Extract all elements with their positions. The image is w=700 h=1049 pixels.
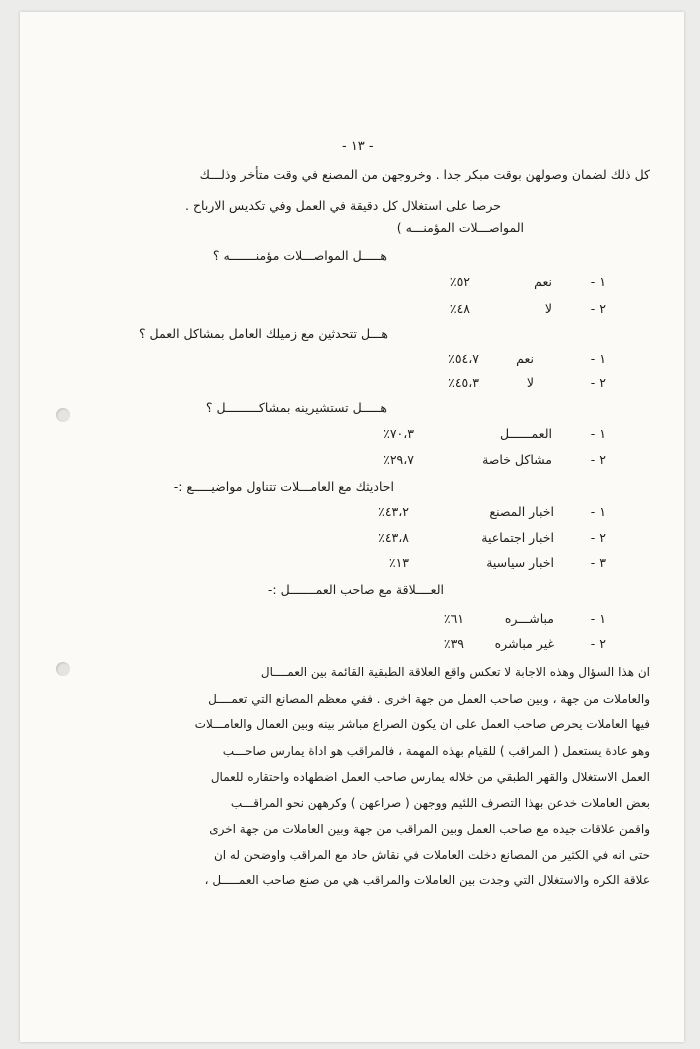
answer-percentage: ٦١٪	[443, 611, 464, 626]
answer-label: غير مباشره	[494, 636, 554, 651]
document-page	[20, 12, 684, 1042]
answer-number: ١ -	[590, 426, 606, 441]
answer-label: العمــــــل	[500, 426, 552, 441]
answer-label: اخبار سياسية	[486, 555, 554, 570]
answer-percentage: ٤٣،٨٪	[378, 530, 409, 545]
answer-label: اخبار المصنع	[489, 504, 554, 519]
paragraph-line: علاقة الكره والاستغلال التي وجدت بين العاملات والمراقب هي من صنع صاحب العمـــــل ،	[204, 873, 650, 887]
paragraph-line: فيها العاملات يحرص صاحب العمل على ان يكون الصراع مباشر بينه وبين العمال والعامـــلات	[194, 717, 650, 731]
answer-number: ٢ -	[590, 636, 606, 651]
punch-hole	[56, 662, 70, 676]
answer-percentage: ٥٢٪	[449, 274, 470, 289]
answer-percentage: ٢٩،٧٪	[383, 452, 414, 467]
answer-number: ٢ -	[590, 452, 606, 467]
answer-number: ١ -	[590, 611, 606, 626]
answer-label: مباشـــره	[504, 611, 554, 626]
answer-percentage: ٣٩٪	[443, 636, 464, 651]
answer-percentage: ١٣٪	[388, 555, 409, 570]
answer-label: اخبار اجتماعية	[481, 530, 554, 545]
answer-label: لا	[526, 375, 534, 390]
punch-hole	[56, 408, 70, 422]
answer-number: ١ -	[590, 274, 606, 289]
answer-number: ٢ -	[590, 530, 606, 545]
paragraph-line: بعض العاملات خدعن بهذا التصرف اللئيم ووجهن ( صراعهن ) وكرههن نحو المراقـــب	[230, 796, 650, 810]
answer-number: ١ -	[590, 351, 606, 366]
page-number: - ١٣ -	[342, 139, 374, 154]
answer-percentage: ٧٠،٣٪	[383, 426, 414, 441]
answer-number: ٢ -	[590, 301, 606, 316]
paragraph-line: ان هذا السؤال وهذه الاجابة لا تعكس واقع العلاقة الطبقية القائمة بين العمــــال	[260, 665, 650, 679]
intro-heading: المواصـــلات المؤمنـــه )	[396, 220, 524, 235]
answer-number: ١ -	[590, 504, 606, 519]
paragraph-line: والعاملات من جهة ، وبين صاحب العمل من جهة اخرى . ففي معظم المصانع التي تعمــــل	[208, 692, 650, 706]
answer-label: نعم	[534, 274, 552, 289]
answer-label: نعم	[516, 351, 534, 366]
intro-line: كل ذلك لضمان وصولهن بوقت مبكر جدا . وخروجهن من المصنع في وقت متأخر وذلـــك	[199, 167, 650, 182]
survey-question: هـــل تتحدثين مع زميلك العامل بمشاكل العمل ؟	[138, 326, 388, 341]
answer-percentage: ٥٤،٧٪	[448, 351, 479, 366]
answer-number: ٢ -	[590, 375, 606, 390]
paragraph-line: حتى انه في الكثير من المصانع دخلت العاملات في نقاش حاد مع المراقب واوضحن له ان	[213, 848, 650, 862]
answer-percentage: ٤٣،٢٪	[378, 504, 409, 519]
answer-percentage: ٤٨٪	[449, 301, 470, 316]
survey-question: العــــلاقة مع صاحب العمـــــــل :-	[267, 582, 444, 597]
survey-question: هـــــل المواصـــلات مؤمنـــــــه ؟	[212, 248, 387, 263]
answer-label: لا	[544, 301, 552, 316]
paragraph-line: وهو عادة يستعمل ( المراقب ) للقيام بهذه المهمة ، فالمراقب هو اداة يمارس صاحـــب	[222, 744, 650, 758]
answer-number: ٣ -	[590, 555, 606, 570]
paragraph-line: العمل الاستغلال والقهر الطبقي من خلاله يمارس صاحب العمل اضطهاده واحتقاره للعمال	[210, 770, 650, 784]
intro-line: حرصا على استغلال كل دقيقة في العمل وفي تكديس الارباح .	[185, 198, 501, 213]
survey-question: هـــــل تستشيرينه بمشاكـــــــــل ؟	[205, 400, 387, 415]
answer-label: مشاكل خاصة	[482, 452, 552, 467]
paragraph-line: واقمن علاقات جيده مع صاحب العمل وبين المراقب من جهة وبين العاملات من جهة اخرى	[209, 822, 650, 836]
survey-question: احاديثك مع العامـــلات تتناول مواضيـــــع :-	[173, 479, 394, 494]
answer-percentage: ٤٥،٣٪	[448, 375, 479, 390]
